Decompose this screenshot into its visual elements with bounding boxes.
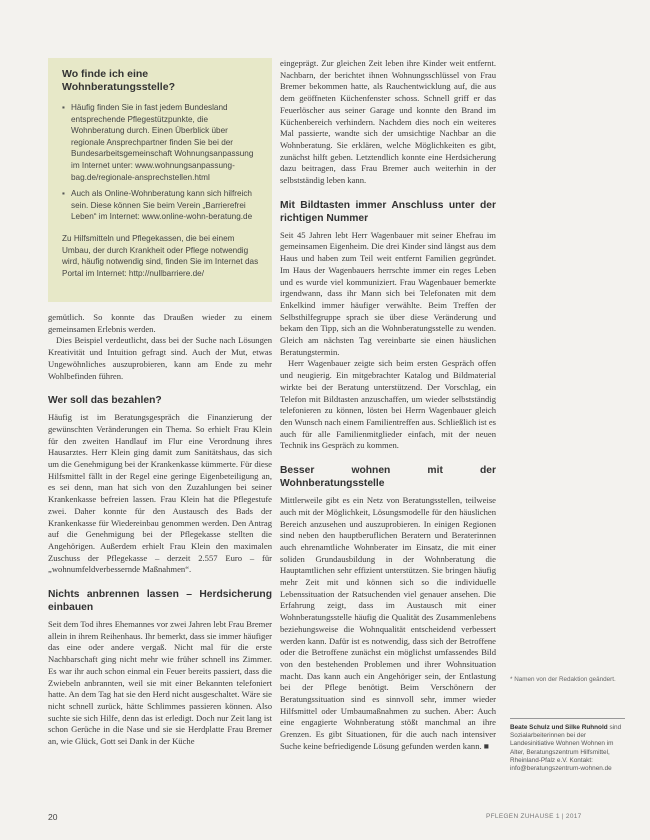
author-info: sind Sozialarbeiterinnen bei der Landesinitiative Wohnen Wohnen im Alter, Beratungszentrum Hilfsmittel, Rheinland-Pfalz e.V. Kontakt: info@beratungszentrum-wohnen.de: [510, 724, 622, 773]
author-credit: [510, 724, 625, 773]
info-box-item: ▪ Auch als Online-Wohnberatung kann sich hilfreich sein. Diese können Sie beim Verein „Barrierefrei Leben“ im Internet: www.online-wohn-beratung.de: [62, 188, 260, 223]
body-paragraph: gemütlich. So konnte das Draußen wieder zu einem gemeinsamen Erlebnis werden.: [48, 312, 272, 334]
body-paragraph: Dies Beispiel verdeutlicht, dass bei der Suche nach Lösungen Kreativität und Intuition gefragt sind. Auch der Mut, etwas Ungewöhnliches auszuprobieren, kann am Ende zu mehr Wohlbefinden führen.: [48, 335, 272, 381]
info-box-item: ▪ Häufig finden Sie in fast jedem Bundesland entsprechende Pflegestützpunkte, die Wohnberatung durch. Einen Überblick über regionale Ansprechpartner finden Sie bei der Bundesarbeitsgemeinschaft Wohnungsanpassung im Internet unter: www.wohnungsanpassung-bag.de/regionale-ansprechstellen.html: [62, 102, 260, 183]
body-paragraph: eingeprägt. Zur gleichen Zeit leben ihre Kinder weit entfernt. Nachbarn, der berichtet ihnen Wohnungsschlüssel von Frau Bremer bekommen hatte, als Rauchentwicklung auf, die aus dem geöffneten Küchenfenster schoss. Schnell griff er das Feuerlöscher aus seiner Garage und konnte den Brand im Küchenbereich verhindern. Nachdem dies noch ein weiteres Mal passierte, wandte sich der umsichtige Nachbar an die Wohnberatung. Sie erklären, welche Möglichkeiten es gibt, zunächst hilft geben. Letztendlich konnte eine Herdsicherung dazu beitragen, dass Frau Bremer auch weiterhin in der selbstständig leben kann.: [280, 58, 496, 186]
author-names: Beate Schulz und Silke Ruhnold: [510, 724, 608, 731]
body-paragraph: Häufig ist im Beratungsgespräch die Finanzierung der gewünschten Veränderungen ein Thema. So erhielt Frau Klein für den zweiten Handlauf im Flur eine Verordnung ihres Hausarztes. Herr Klein ging damit zum Sanitätshaus, das sich um die Genehmigung bei der Krankenkasse kümmerte. Für diese Hilfsmittel fällt in der Regel eine geringe Eigenbeteiligung an, es sei denn, man hat sich von den Zuzahlungen bei seiner Krankenkasse befreien lassen. Frau Klein hat die Pflegestufe zwei. Daher konnte für den Austausch des Bads der Krankenkasse für Wiedereinbau genommen werden. Den Antrag auf die Genehmigung bei der Pflegekasse stellten die Angehörigen. Außerdem erhielt Frau Klein den maximalen Zuschuss der Pflegekasse – derzeit 2.557 Euro – für „wohnumfeldverbessernde Maßnahmen“.: [48, 412, 272, 575]
info-box-note: Zu Hilfsmitteln und Pflegekassen, die bei einem Umbau, der durch Krankheit oder Pflege notwendig wird, häufig notwendig sind, finden Sie im Internet das Portal im Internet: http://nullbarriere.de/: [62, 233, 259, 278]
section-heading: Besser wohnen mit der Wohnberatungsstelle: [280, 465, 496, 490]
info-box-list: [62, 102, 260, 223]
info-box-title: Wo finde ich eine Wohnberatungsstelle?: [62, 68, 175, 93]
info-box: [48, 58, 272, 302]
body-paragraph: Herr Wagenbauer zeigte sich beim ersten Gespräch offen und neugierig. Ein mitgebrachter Katalog und Bildmaterial wirkte bei der Beratung unterstützend. Der Vorschlag, ein Telefon mit Bildtasten anzuschaffen, um wieder selbstständig telefonieren zu können, lösten bei Herrn Wagenbauer gleich den Wunsch nach einem Familientreffen aus. Schließlich ist es auch für alle Familienmitglieder einfach, mit der neuen Technik ins Gespräch zu kommen.: [280, 358, 496, 451]
section-heading: Wer soll das bezahlen?: [48, 395, 162, 407]
section-heading: Nichts anbrennen lassen – Herdsicherung einbauen: [48, 589, 272, 614]
body-paragraph: Mittlerweile gibt es ein Netz von Beratungsstellen, teilweise auch mit der Möglichkeit, Lösungsmodelle für den häuslichen Bereich anzusehen und auszuprobieren. In einigen Regionen sind neben den hauptberuflichen Beratern und Beraterinnen auch ehrenamtliche Wohnberater im Einsatz, die mit einer soliden Grundausbildung in der Wohnberatung die Hauptamtlichen sehr effizient unterstützen. Sie bringen häufig mehr Zeit mit und können sich so die individuelle Lebenssituation der Ratsuchenden viel genauer ansehen. Die Erfahrung zeigt, dass im Austausch mit einer Wohnberatungsstelle häufig die Qualität des Zusammenlebens beziehungsweise die Wohnqualität entscheidend verbessert werden kann. Dafür ist es notwendig, dass sich der Betroffene oder die Betroffene zunächst ein möglichst umfassendes Bild von den bestehenden Problemen und ihrer Wohnsituation macht. Das kann auch ein Angehöriger sein, der Entlastung bei der Pflege benötigt. Beim Verschönern der Beratungssituation sind es sinnvoll sehr, immer wieder Hilfsmittel oder Umbaumaßnahmen zu suchen. Aber: Auch eine engagierte Wohnberatung stößt manchmal an ihre Grenzen. Es gibt Situationen, für die auch nach intensiver Suche keine befriedigende Lösung gefunden werden kann. ■: [280, 495, 496, 751]
body-paragraph: Seit 45 Jahren lebt Herr Wagenbauer mit seiner Ehefrau im gemeinsamen Eigenheim. Die drei Kinder sind längst aus dem Haus und haben zum Teil weit entfernt Familien gegründet. Im Haus der Wagenbauers herrschte immer ein reges Leben und es wurde viel kommuniziert. Frau Wagenbauer bemerkte irgendwann, dass ihr Mann sich bei Telefonaten mit dem Enkelkind immer häufiger verwählte. Beim Treffen der Selbsthilfegruppe sprach sie über diese Veränderung und bekam den Tipp, sich an die Wohnberatungsstelle zu wenden. Gleich am nächsten Tag vereinbarte sie einen häuslichen Beratungstermin.: [280, 229, 496, 357]
page-number: 20: [48, 812, 58, 822]
footnote: * Namen von der Redaktion geändert.: [510, 676, 616, 683]
magazine-footer: PFLEGEN ZUHAUSE 1 | 2017: [486, 813, 582, 820]
section-heading: Mit Bildtasten immer Anschluss unter der richtigen Nummer: [280, 199, 496, 224]
article-column-left: [48, 312, 272, 748]
article-column-right: [280, 58, 496, 753]
body-paragraph: Seit dem Tod ihres Ehemannes vor zwei Jahren lebt Frau Bremer allein in ihrem Reihenhaus. Ihr bemerkt, dass sie immer häufiger das eine oder andere vergaß. Nicht mal für die erste Nachbarschaft ging nicht mehr wie früher schnell ins Zimmer. Es war ihr auch schon einmal ein Feuer bereits passiert, dass die Zwiebeln anbrannten, weil sie mit einer Bekannten telefoniert hatte. An dem Tag hat sie den Herd nicht ausgeschaltet. Wäre sie nicht schnell zurück, hätte Schlimmes passieren können. Also suchte sie sich Hilfe, denn das ist erledigt. Doch nur Zeit lang ist schon Gerüche in die Nase und sie sie Herdplatte Frau Bremer an, wie Glück, Gott sei Dank in der Küche: [48, 619, 272, 747]
divider: [510, 718, 625, 719]
